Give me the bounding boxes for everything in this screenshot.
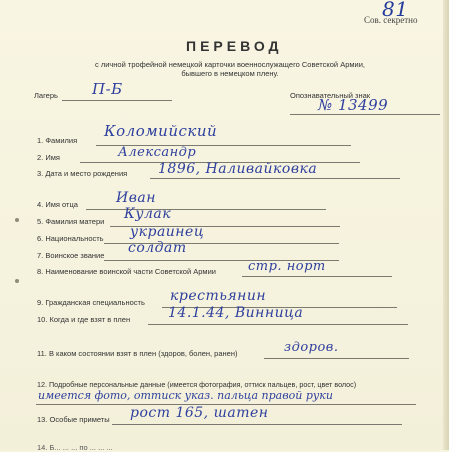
field-rank-value: солдат <box>128 240 187 256</box>
field-marks-line <box>112 424 402 425</box>
classification-stamp: Сов. секретно <box>364 15 418 25</box>
field-surname-label: 1. Фамилия <box>37 136 78 145</box>
field-birth-value: 1896, Наливайковка <box>158 161 318 177</box>
field-personal-data-value: имеется фото, оттиск указ. пальца правой руки <box>38 389 333 402</box>
camp-label: Лагерь <box>34 91 58 100</box>
document-title: ПЕРЕВОД <box>186 38 283 54</box>
punch-hole-top <box>15 218 19 222</box>
field-captured-line <box>148 324 408 325</box>
field-unit-line <box>242 276 392 277</box>
field-unit-label: 8. Наименование воинской части Советской Армии <box>37 267 216 276</box>
tag-line <box>290 114 440 115</box>
field-father-label: 4. Имя отца <box>37 200 78 209</box>
field-condition-value: здоров. <box>284 340 339 355</box>
field-condition-line <box>264 358 409 359</box>
field-nationality-label: 6. Национальность <box>37 234 104 243</box>
camp-value: П-Б <box>92 80 123 98</box>
field-captured-value: 14.1.44, Винница <box>168 305 304 321</box>
field-unit-value: стр. норт <box>248 259 326 274</box>
tag-value: № 13499 <box>318 96 389 114</box>
field-profession-label: 9. Гражданская специальность <box>37 298 145 307</box>
document-subtitle-line1: с личной трофейной немецкой карточки военнослужащего Советской Армии, <box>94 60 366 69</box>
field-14-label: 14. Б... ... ... по ... ... ... <box>37 443 113 452</box>
field-mother-value: Кулак <box>124 206 172 222</box>
field-birth-line <box>150 178 400 179</box>
tag-label: Опознавательный знак <box>290 91 371 100</box>
field-mother-label: 5. Фамилия матери <box>37 217 105 226</box>
field-personal-data-label: 12. Подробные персональные данные (имеется фотография, оттиск пальцев, рост, цвет волос) <box>37 380 357 389</box>
field-condition-label: 11. В каком состоянии взят в плен (здоров, болен, ранен) <box>37 349 238 358</box>
page-edge <box>443 0 449 450</box>
field-name-value: Александр <box>118 145 197 160</box>
field-father-value: Иван <box>116 190 156 206</box>
field-marks-label: 13. Особые приметы <box>37 415 110 424</box>
field-profession-value: крестьянин <box>170 288 267 304</box>
field-marks-value: рост 165, шатен <box>130 405 269 421</box>
punch-hole-bottom <box>15 279 19 283</box>
field-name-label: 2. Имя <box>37 153 60 162</box>
document-subtitle-line2: бывшего в немецком плену. <box>181 69 279 78</box>
handwritten-page-number: 81 <box>382 0 409 21</box>
field-birth-label: 3. Дата и место рождения <box>37 169 128 178</box>
field-father-line <box>86 209 326 210</box>
field-surname-value: Коломийский <box>104 122 218 140</box>
field-rank-label: 7. Воинское звание <box>37 251 105 260</box>
field-nationality-value: украинец <box>130 224 205 240</box>
camp-line <box>62 100 172 101</box>
field-captured-label: 10. Когда и где взят в плен <box>37 315 131 324</box>
